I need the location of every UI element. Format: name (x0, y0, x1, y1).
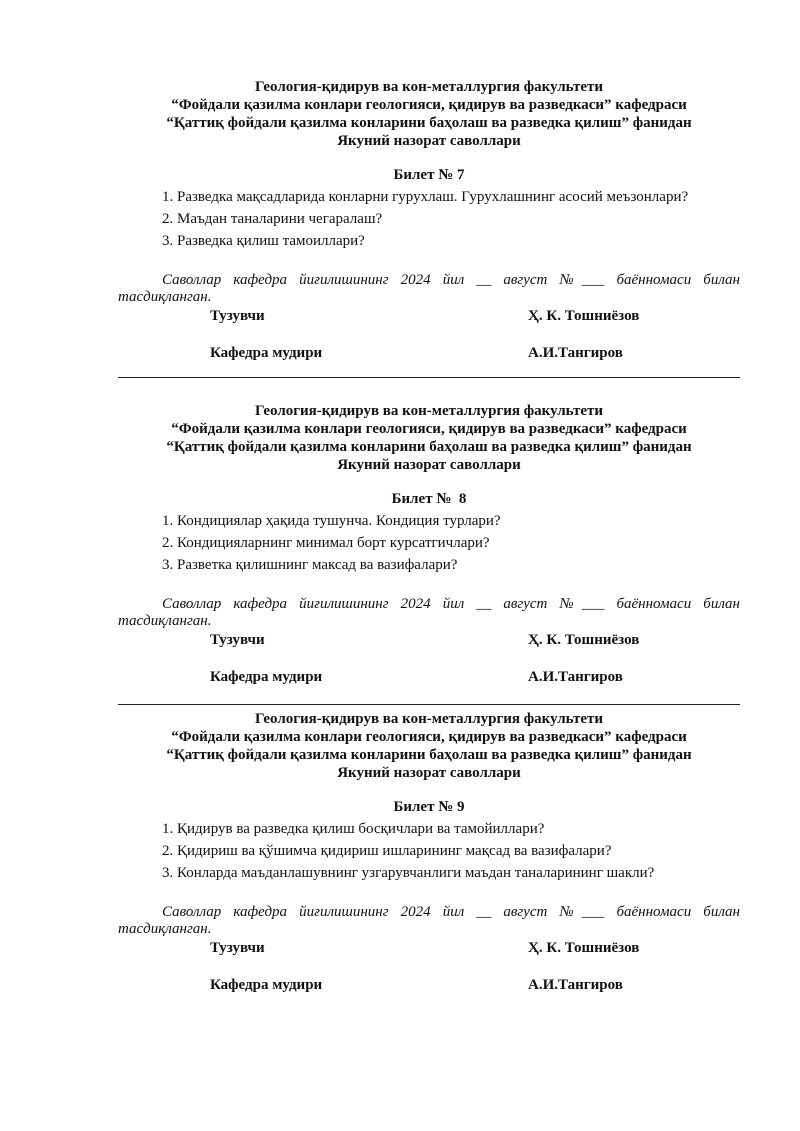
exam-title: Якуний назорат саволлари (337, 765, 521, 781)
compiler-name: Ҳ. К. Тошниёзов (528, 308, 640, 324)
question-item: 2. Кондицияларнинг минимал борт курсатгичлари? (162, 535, 490, 551)
head-role: Кафедра мудири (210, 669, 323, 685)
compiler-role: Тузувчи (210, 632, 265, 648)
compiler-signature-row (118, 307, 740, 325)
subject-title: “Қаттиқ фойдали қазилма конларини баҳолаш ва разведка қилиш” фанидан (166, 115, 692, 131)
head-name: А.И.Тангиров (528, 669, 623, 685)
head-role: Кафедра мудири (210, 345, 323, 361)
subject-title: “Қаттиқ фойдали қазилма конларини баҳолаш ва разведка қилиш” фанидан (166, 747, 692, 763)
question-item: 2. Маъдан таналарини чегаралаш? (162, 211, 383, 227)
question-item: 3. Разветка қилишнинг максад ва вазифалари? (162, 557, 458, 573)
compiler-role: Тузувчи (210, 940, 265, 956)
question-item: 3. Конларда маъданлашувнинг узгарувчанлиги маъдан таналарининг шакли? (162, 865, 655, 881)
exam-title: Якуний назорат саволлари (337, 133, 521, 149)
exam-title: Якуний назорат саволлари (337, 457, 521, 473)
faculty-title: Геология-қидирув ва кон-металлургия факультети (254, 711, 604, 727)
ticket-number: Билет № 8 (391, 491, 467, 507)
compiler-signature-row (118, 631, 740, 649)
question-list (118, 186, 740, 252)
approval-note: Саволлар кафедра йиғилишининг 2024 йил __ август №___ баённомаси билан тасдиқланган. (118, 272, 740, 305)
question-item: 1. Кондициялар ҳақида тушунча. Кондиция турлари? (162, 513, 501, 529)
head-signature-row (118, 344, 740, 362)
ticket-9 (118, 710, 740, 994)
ticket-7 (118, 78, 740, 362)
question-item: 2. Қидириш ва қўшимча қидириш ишларининг мақсад ва вазифалари? (162, 843, 612, 859)
compiler-name: Ҳ. К. Тошниёзов (528, 632, 640, 648)
department-title: “Фойдали қазилма конлари геологияси, қидирув ва разведкаси” кафедраси (171, 729, 687, 745)
question-list (118, 510, 740, 576)
compiler-signature-row (118, 939, 740, 957)
department-title: “Фойдали қазилма конлари геологияси, қидирув ва разведкаси” кафедраси (171, 421, 687, 437)
head-role: Кафедра мудири (210, 977, 323, 993)
faculty-title: Геология-қидирув ва кон-металлургия факультети (254, 79, 604, 95)
head-name: А.И.Тангиров (528, 345, 623, 361)
compiler-role: Тузувчи (210, 308, 265, 324)
ticket-number: Билет № 7 (393, 167, 465, 183)
ticket-divider (118, 704, 740, 705)
approval-note: Саволлар кафедра йиғилишининг 2024 йил __ август №___ баённомаси билан тасдиқланган. (118, 596, 740, 629)
question-item: 1. Қидирув ва разведка қилиш босқичлари ва тамойиллари? (162, 821, 545, 837)
ticket-8 (118, 402, 740, 686)
ticket-number: Билет № 9 (393, 799, 465, 815)
subject-title: “Қаттиқ фойдали қазилма конларини баҳолаш ва разведка қилиш” фанидан (166, 439, 692, 455)
head-signature-row (118, 976, 740, 994)
question-item: 3. Разведка қилиш тамоиллари? (162, 233, 365, 249)
ticket-divider (118, 377, 740, 378)
question-item: 1. Разведка мақсадларида конларни гурухлаш. Гурухлашнинг асосий меъзонлари? (162, 189, 689, 205)
faculty-title: Геология-қидирув ва кон-металлургия факультети (254, 403, 604, 419)
compiler-name: Ҳ. К. Тошниёзов (528, 940, 640, 956)
question-list (118, 818, 740, 884)
department-title: “Фойдали қазилма конлари геологияси, қидирув ва разведкаси” кафедраси (171, 97, 687, 113)
approval-note: Саволлар кафедра йиғилишининг 2024 йил __ август №___ баённомаси билан тасдиқланган. (118, 904, 740, 937)
head-signature-row (118, 668, 740, 686)
head-name: А.И.Тангиров (528, 977, 623, 993)
